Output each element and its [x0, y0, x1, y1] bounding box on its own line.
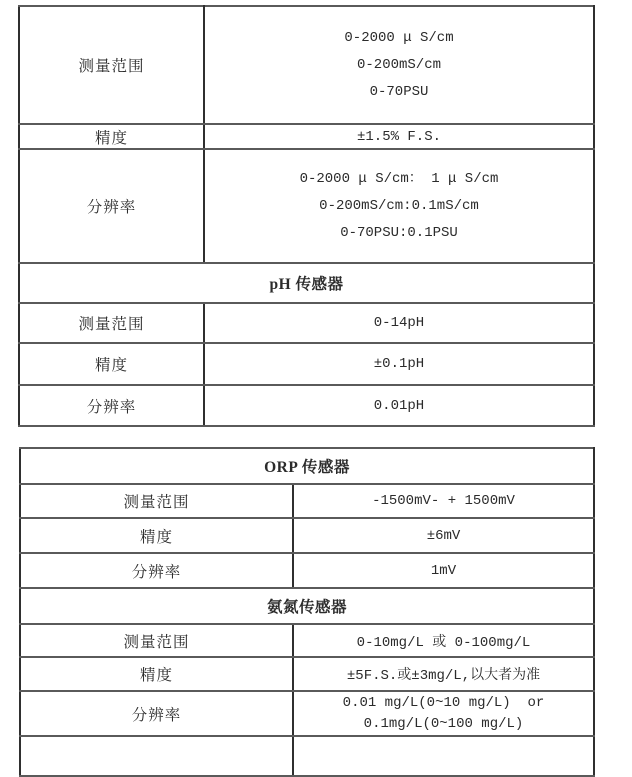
nh3-accuracy-value-cell [293, 657, 594, 691]
table-row [19, 343, 594, 385]
nh3-resolution-value-cell [293, 691, 594, 736]
table-row [19, 149, 594, 263]
conductivity-ph-spec-table [18, 5, 595, 427]
ph-accuracy-label-cell: 精度 [19, 343, 204, 385]
orp-resolution-value-cell [293, 553, 594, 588]
orp-nh3-spec-table [19, 447, 595, 777]
nh3-range-label-cell: 测量范围 [20, 624, 293, 657]
ph-section-header-cell: pH 传感器 [19, 263, 594, 303]
cutoff-empty-cell-left [20, 736, 293, 776]
conductivity-range-label-cell: 测量范围 [19, 6, 204, 124]
conductivity-accuracy-label-cell: 精度 [19, 124, 204, 149]
ph-accuracy-value-cell [204, 343, 594, 385]
nh3-resolution-line-1: 0.01 mg/L(0~10 mg/L) or [342, 694, 545, 711]
conductivity-range-value-cell [204, 6, 594, 124]
conductivity-resolution-line-2: 0-200mS/cm:0.1mS/cm [319, 197, 479, 214]
orp-resolution-label-cell: 分辨率 [20, 553, 293, 588]
ph-range-label-cell: 测量范围 [19, 303, 204, 343]
orp-accuracy-label-cell: 精度 [20, 518, 293, 553]
conductivity-range-line-2: 0-200mS/cm [356, 56, 441, 73]
table-row [19, 6, 594, 124]
nh3-accuracy-label-cell: 精度 [20, 657, 293, 691]
conductivity-resolution-label-cell: 分辨率 [19, 149, 204, 263]
table-row [19, 303, 594, 343]
cutoff-empty-cell-right [293, 736, 594, 776]
table-row [20, 588, 594, 624]
orp-accuracy-value-cell [293, 518, 594, 553]
conductivity-accuracy-value: ±1.5% F.S. [356, 128, 441, 145]
nh3-range-value-cell [293, 624, 594, 657]
nh3-accuracy-value: ±5F.S.或±3mg/L,以大者为准 [346, 668, 541, 684]
nh3-section-header-cell: 氨氮传感器 [20, 588, 594, 624]
orp-range-value-cell [293, 484, 594, 518]
ph-resolution-value-cell [204, 385, 594, 426]
conductivity-range-line-3: 0-70PSU [369, 83, 429, 100]
conductivity-resolution-line-3: 0-70PSU:0.1PSU [340, 224, 458, 241]
conductivity-accuracy-value-cell [204, 124, 594, 149]
orp-resolution-value: 1mV [430, 562, 457, 579]
conductivity-resolution-line-1: 0-2000 μ S/cm： 1 μ S/cm [299, 170, 499, 187]
table-row [20, 657, 594, 691]
orp-section-header-cell: ORP 传感器 [20, 448, 594, 484]
conductivity-resolution-value-cell [204, 149, 594, 263]
ph-resolution-value: 0.01pH [373, 397, 425, 414]
orp-range-value: -1500mV- + 1500mV [372, 493, 515, 509]
table-row [20, 484, 594, 518]
ph-range-value-cell [204, 303, 594, 343]
ph-range-value: 0-14pH [373, 315, 425, 331]
table-row [19, 124, 594, 149]
table-row [19, 263, 594, 303]
nh3-range-value: 0-10mg/L 或 0-100mg/L [356, 634, 531, 651]
nh3-resolution-line-2: 0.1mg/L(0~100 mg/L) [363, 715, 524, 732]
table-row [20, 691, 594, 736]
table-row [20, 624, 594, 657]
orp-range-label-cell: 测量范围 [20, 484, 293, 518]
table-row [20, 518, 594, 553]
conductivity-range-line-1: 0-2000 μ S/cm [344, 29, 454, 46]
table-row [20, 448, 594, 484]
table-row [20, 553, 594, 588]
orp-accuracy-value: ±6mV [426, 527, 461, 544]
nh3-resolution-label-cell: 分辨率 [20, 691, 293, 736]
ph-accuracy-value: ±0.1pH [373, 356, 425, 372]
table-row [19, 385, 594, 426]
ph-resolution-label-cell: 分辨率 [19, 385, 204, 426]
table-row-cutoff [20, 736, 594, 776]
